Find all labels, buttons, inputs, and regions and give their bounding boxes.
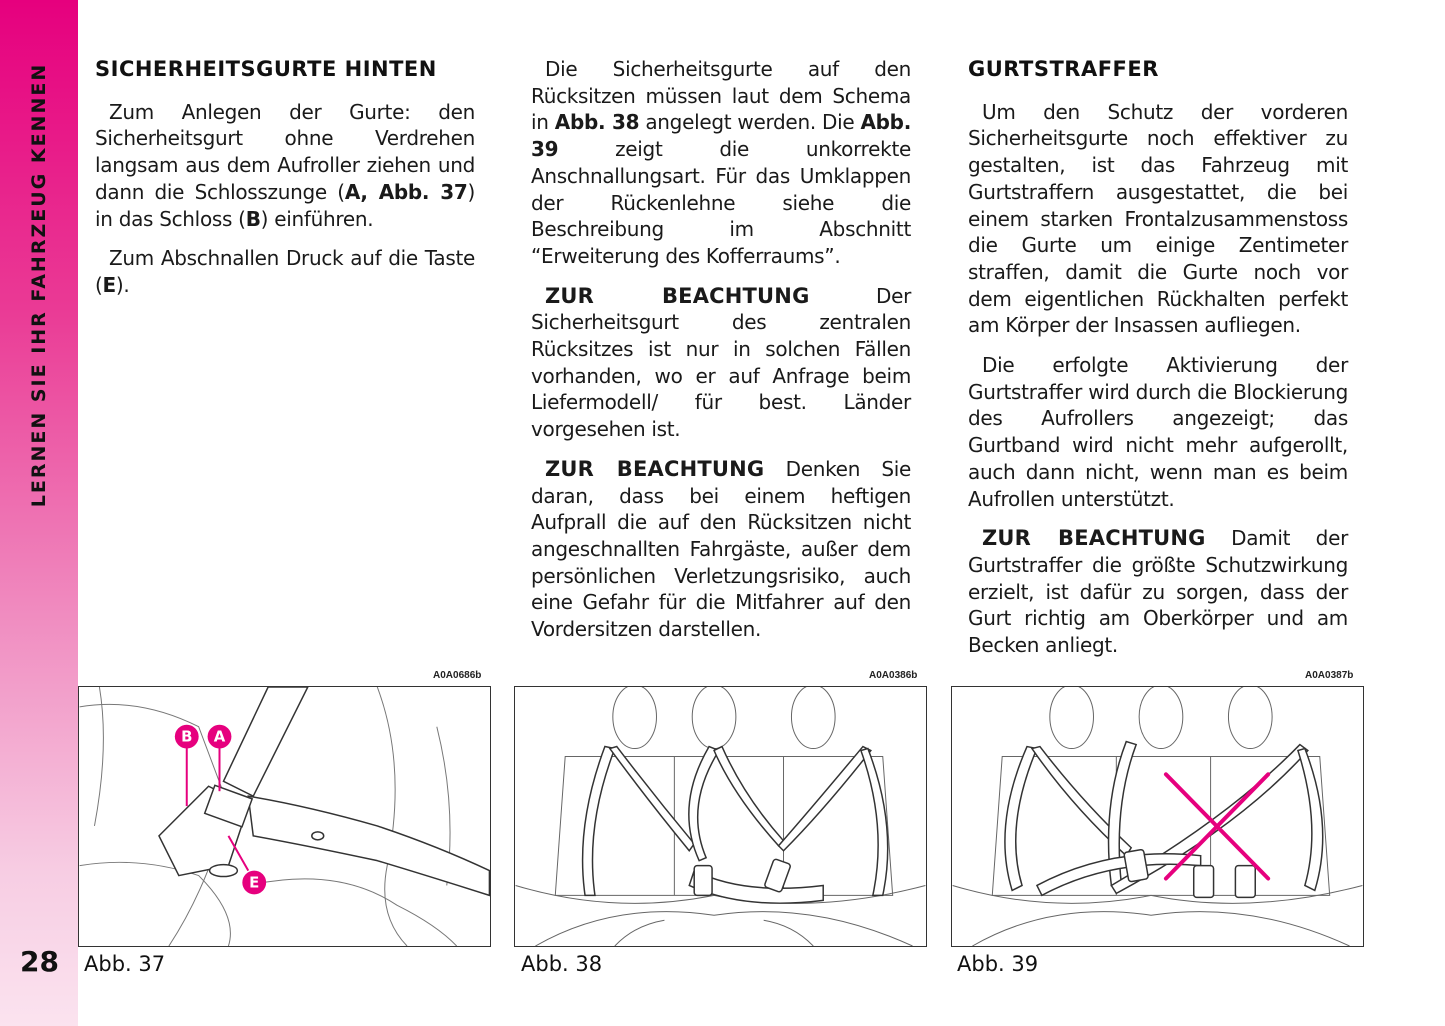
column-1: [95, 56, 475, 312]
page-number: 28: [20, 945, 59, 978]
paragraph-unfasten: Zum Abschnallen Druck auf die Taste (E).: [95, 246, 475, 297]
figure-caption: Abb. 37: [84, 952, 166, 976]
note-unbelted-passengers: ZUR BEACHTUNG Denken Sie daran, dass bei einem heftigen Aufprall die auf den Rücksitzen nicht angeschnallten Fahrgäste, außer dem persönlichen Verletzungsrisiko, auch eine Gefahr für die Mitfahrer auf den Vordersitzen darstellen.: [531, 456, 911, 642]
heading-rear-seatbelts: SICHERHEITSGURTE HINTEN: [95, 57, 437, 81]
figure-caption: Abb. 38: [521, 952, 603, 976]
figure-code: A0A0387b: [1305, 670, 1354, 681]
paragraph-pretensioner-activation: Die erfolgte Aktivierung der Gurtstraffer wird durch die Blockierung des Aufrollers angezeigt; das Gurtband wird nicht mehr aufgerollt, auch dann nicht, wenn man es beim Aufrollen unterstützt.: [968, 353, 1348, 511]
incorrect-rear-belt-scheme: [952, 687, 1363, 946]
figure-code: A0A0686b: [433, 670, 482, 681]
figure-caption: Abb. 39: [957, 952, 1039, 976]
figure-37-illustration: [78, 686, 491, 947]
heading-pretensioner: GURTSTRAFFER: [968, 57, 1159, 81]
label-e: E: [249, 873, 260, 892]
section-title: LERNEN SIE IHR FAHRZEUG KENNEN: [28, 62, 50, 508]
paragraph-pretensioner-intro: Um den Schutz der vorderen Sicherheitsgurte noch effektiver zu gestalten, ist das Fahrzeug mit Gurtstraffern ausgestattet, die bei einem starken Frontalzusammenstoss die Gurte um einige Zentimeter straffen, damit die Gurte noch vor dem eigentlichen Rückhalten perfekt am Körper der Insassen aufliegen.: [968, 99, 1348, 338]
column-3: [968, 56, 1348, 672]
figure-38-illustration: [514, 686, 927, 947]
note-pretensioner: ZUR BEACHTUNG Damit der Gurtstraffer die größte Schutzwirkung erzielt, ist dafür zu sorgen, dass der Gurt richtig am Oberkörper und am Becken anliegt.: [968, 526, 1349, 658]
correct-rear-belt-scheme: [515, 687, 926, 946]
note-central-seat: ZUR BEACHTUNG Der Sicherheitsgurt des zentralen Rücksitzes ist nur in solchen Fällen vorhanden, wo er auf Anfrage beim Liefermodell/ für best. Länder vorgesehen ist.: [531, 283, 911, 442]
paragraph-scheme: Die Sicherheitsgurte auf den Rücksitzen müssen laut dem Schema in Abb. 38 angelegt werden. Die Abb. 39 zeigt die unkorrekte Anschnallungsart. Für das Umklappen der Rückenlehne siehe die Beschreibung im Abschnitt “Erweiterung des Kofferraums”.: [531, 57, 911, 268]
seatbelt-buckle-illustration: [79, 687, 490, 946]
figure-39-illustration: [951, 686, 1364, 947]
figure-code: A0A0386b: [869, 670, 918, 681]
paragraph-fasten: Zum Anlegen der Gurte: den Sicherheitsgurt ohne Verdrehen langsam aus dem Aufroller ziehen und dann die Schlosszunge (A, Abb. 37) in das Schloss (B) einführen.: [95, 99, 475, 231]
side-bar: [0, 0, 78, 1026]
label-b: B: [181, 727, 193, 746]
column-2: [531, 56, 911, 656]
label-a: A: [213, 727, 226, 746]
